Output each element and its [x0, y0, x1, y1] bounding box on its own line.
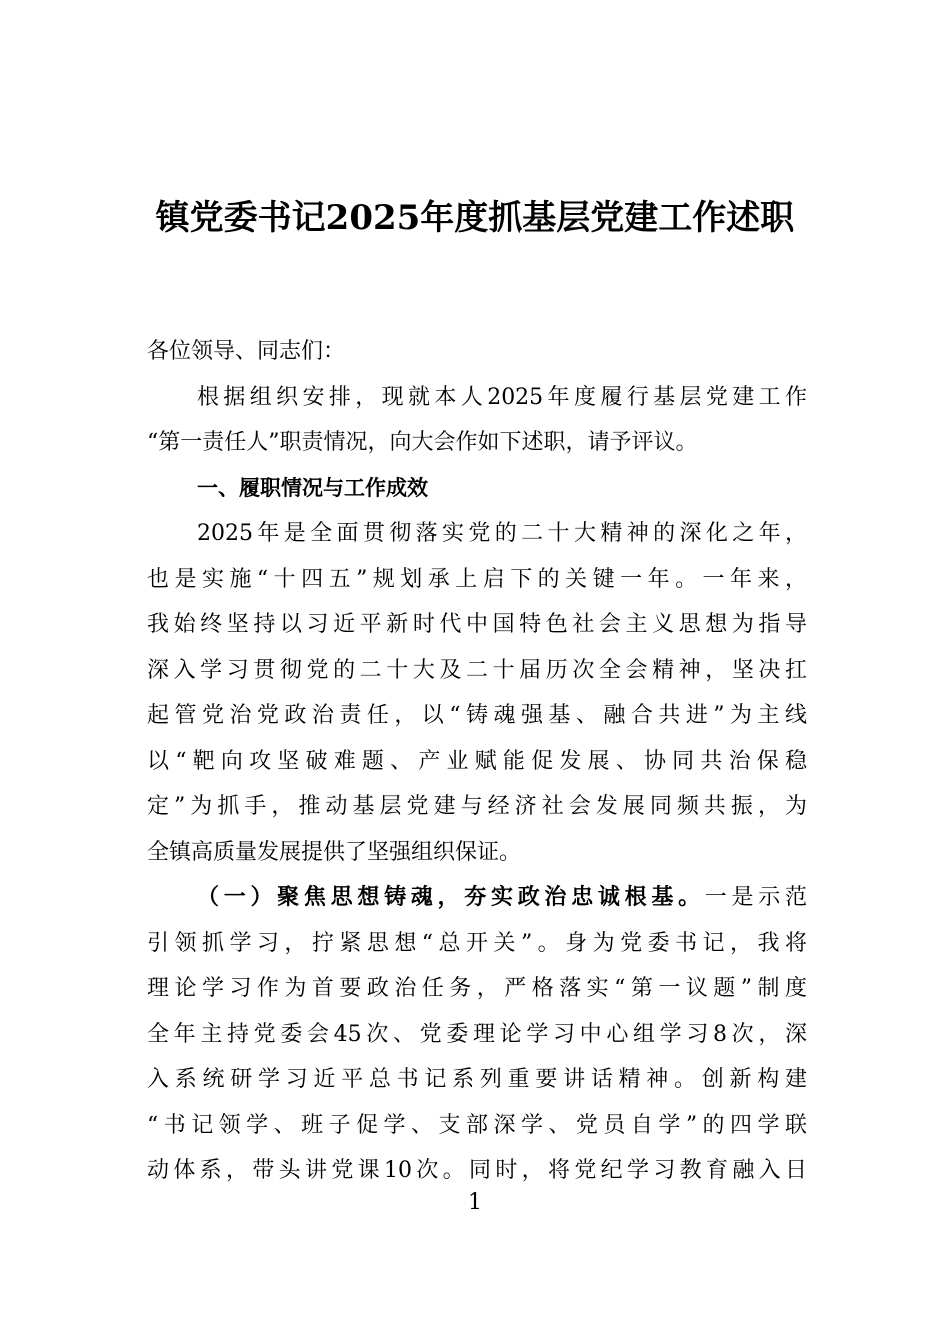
paragraph-line: 定”为抓手，推动基层党建与经济社会发展同频共振，为 — [147, 794, 807, 819]
salutation: 各位领导、同志们： — [147, 339, 346, 364]
intro-line: 根据组织安排，现就本人2025年度履行基层党建工作 — [197, 384, 807, 410]
paragraph-line: 我始终坚持以习近平新时代中国特色社会主义思想为指导 — [147, 612, 807, 637]
paragraph-line: 理论学习作为首要政治任务，严格落实“第一议题”制度 — [147, 976, 807, 1001]
paragraph-line: 2025年是全面贯彻落实党的二十大精神的深化之年， — [197, 521, 807, 546]
paragraph-line: 引领抓学习，拧紧思想“总开关”。身为党委书记，我将 — [147, 930, 807, 956]
paragraph-line: 起管党治党政治责任，以“铸魂强基、融合共进”为主线 — [147, 703, 807, 728]
intro-line: “第一责任人”职责情况，向大会作如下述职，请予评议。 — [147, 430, 698, 455]
page-number: 1 — [468, 1190, 482, 1215]
paragraph-line: 全镇高质量发展提供了坚强组织保证。 — [147, 839, 522, 865]
paragraph-line: 深入学习贯彻党的二十大及二十届历次全会精神，坚决扛 — [147, 657, 807, 683]
page-title: 镇党委书记2025年度抓基层党建工作述职 — [155, 198, 795, 238]
paragraph-line: “书记领学、班子促学、支部深学、党员自学”的四学联 — [147, 1112, 807, 1138]
section-heading: 一、履职情况与工作成效 — [197, 475, 428, 500]
paragraph-line: 入系统研学习近平总书记系列重要讲话精神。创新构建 — [147, 1067, 807, 1092]
subsection-heading: （一）聚焦思想铸魂，夯实政治忠诚根基。 — [197, 884, 705, 910]
paragraph-line: 也是实施“十四五”规划承上启下的关键一年。一年来， — [147, 566, 807, 592]
paragraph-line: 以“靶向攻坚破难题、产业赋能促发展、协同共治保稳 — [147, 748, 807, 774]
subsection-first-line — [147, 875, 807, 921]
paragraph-line: 全年主持党委会45次、党委理论学习中心组学习8次，深 — [147, 1021, 807, 1047]
document-body — [147, 329, 807, 1194]
paragraph-line: 动体系，带头讲党课10次。同时，将党纪学习教育融入日 — [147, 1158, 807, 1183]
subsection-lead-text: 一是示范 — [704, 885, 807, 910]
